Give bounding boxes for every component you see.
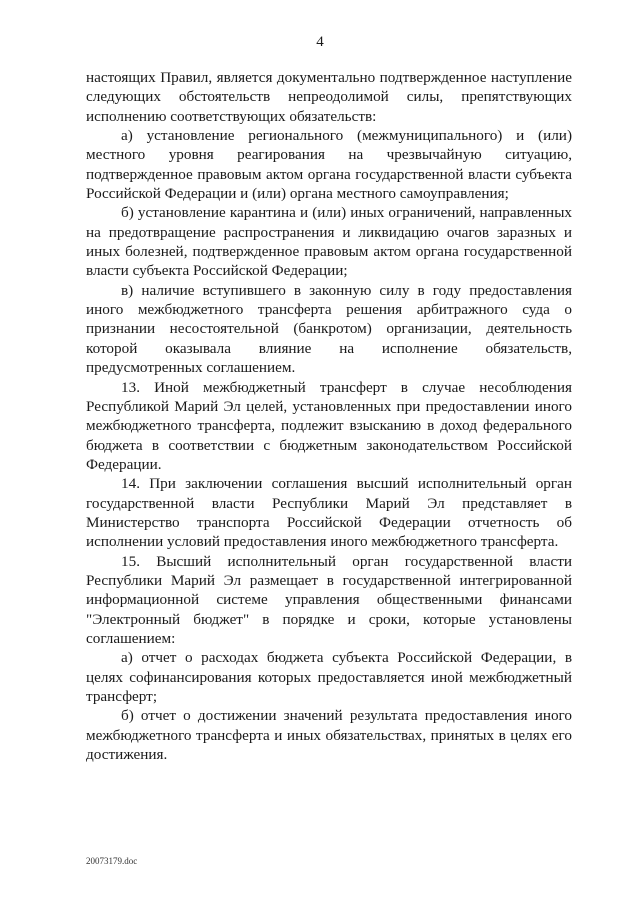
- document-body: [86, 68, 572, 764]
- page-number: 4: [316, 34, 324, 50]
- document-file-code: 20073179.doc: [86, 856, 138, 866]
- paragraph-item-v: в) наличие вступившего в законную силу в году предоставления иного межбюджетного трансферта решения арбитражного суда о признании несостоятельной (банкротом) организации, деятельность которой оказывала влияние на исполнение обязательств, предусмотренных соглашением.: [86, 281, 572, 377]
- paragraph-clause-13: 13. Иной межбюджетный трансферт в случае несоблюдения Республикой Марий Эл целей, установленных при предоставлении иного межбюджетного трансферта, подлежит взысканию в доход федерального бюджета в соответствии с бюджетным законодательством Российской Федерации.: [86, 378, 572, 473]
- paragraph-clause-15: 15. Высший исполнительный орган государственной власти Республики Марий Эл размещает в государственной интегрированной информационной системе управления общественными финансами "Электронный бюджет" в порядке и сроки, которые установлены соглашением:: [86, 552, 572, 647]
- paragraph-continuation: настоящих Правил, является документально подтвержденное наступление следующих обстоятельств непреодолимой силы, препятствующих исполнению соответствующих обязательств:: [86, 69, 572, 125]
- paragraph-clause-15-item-b: б) отчет о достижении значений результата предоставления иного межбюджетного трансферта и иных обязательствах, принятых в целях его достижения.: [86, 707, 572, 764]
- paragraph-item-b: б) установление карантина и (или) иных ограничений, направленных на предотвращение распространения и ликвидацию очагов заразных и иных болезней, подтвержденное правовым актом органа государственной власти субъекта Российской Федерации;: [86, 204, 572, 280]
- paragraph-clause-14: 14. При заключении соглашения высший исполнительный орган государственной власти Республики Марий Эл представляет в Министерство транспорта Российской Федерации отчетность об исполнении условий предоставления иного межбюджетного трансферта.: [86, 475, 572, 551]
- paragraph-clause-15-item-a: а) отчет о расходах бюджета субъекта Российской Федерации, в целях софинансирования которых предоставляется иной межбюджетный трансферт;: [86, 649, 572, 705]
- paragraph-item-a: а) установление регионального (межмуниципального) и (или) местного уровня реагирования на чрезвычайную ситуацию, подтвержденное правовым актом органа государственной власти субъекта Российской Федерации и (или) органа местного самоуправления;: [86, 127, 572, 203]
